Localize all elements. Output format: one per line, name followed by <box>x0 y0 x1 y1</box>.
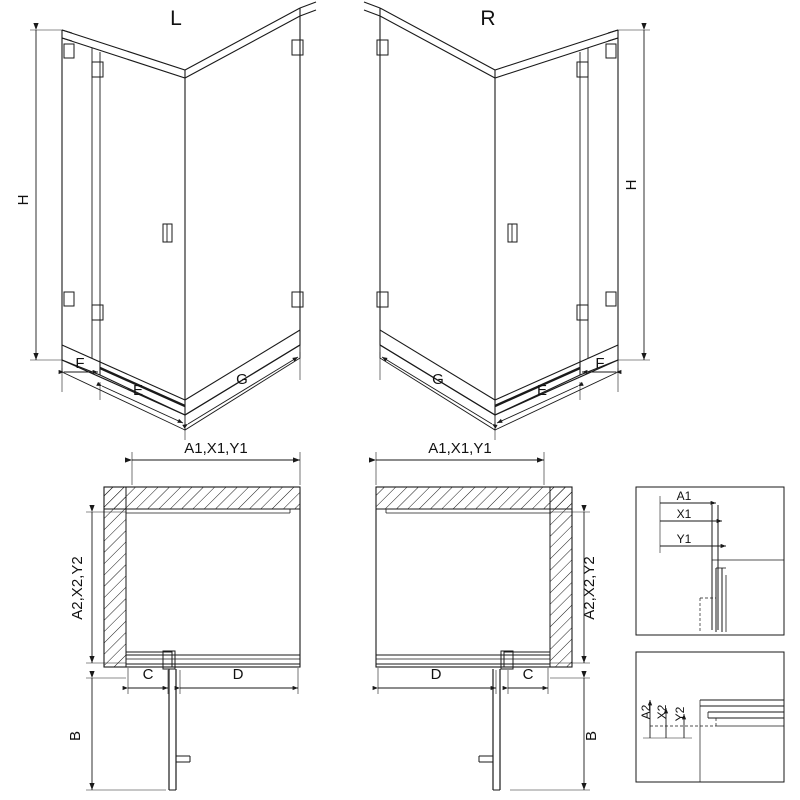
label-detail-x1: X1 <box>676 507 692 521</box>
label-c-left: C <box>142 666 154 683</box>
label-detail-a1: A1 <box>676 489 692 503</box>
view-bottom-left-plan <box>86 452 300 790</box>
label-h-left: H <box>15 194 32 206</box>
label-b-right: B <box>583 730 600 742</box>
label-e-right: E <box>536 382 548 399</box>
label-handing-right: R <box>480 7 496 30</box>
label-d-left: D <box>232 666 244 683</box>
label-d-right: D <box>430 666 442 683</box>
view-top-right-perspective <box>364 2 650 440</box>
label-c-right: C <box>522 666 534 683</box>
label-b-left: B <box>67 730 84 742</box>
label-handing-left: L <box>170 7 182 30</box>
label-a1x1y1-left: A1,X1,Y1 <box>184 440 248 457</box>
label-a2x2y2-right: A2,X2,Y2 <box>581 556 598 620</box>
label-e-left: E <box>132 382 144 399</box>
label-h-right: H <box>623 179 640 191</box>
label-a1x1y1-right: A1,X1,Y1 <box>428 440 492 457</box>
label-a2x2y2-left: A2,X2,Y2 <box>69 556 86 620</box>
detail-horizontal-dimensions <box>636 487 784 635</box>
label-g-right: G <box>432 371 444 388</box>
label-detail-a2: A2 <box>639 704 653 720</box>
label-g-left: G <box>236 371 248 388</box>
label-f-left: F <box>75 355 85 372</box>
label-detail-y1: Y1 <box>676 532 692 546</box>
label-detail-x2: X2 <box>655 704 669 720</box>
view-bottom-right-plan <box>376 452 590 790</box>
label-f-right: F <box>595 355 605 372</box>
label-detail-y2: Y2 <box>673 706 687 722</box>
view-top-left-perspective <box>30 2 316 440</box>
